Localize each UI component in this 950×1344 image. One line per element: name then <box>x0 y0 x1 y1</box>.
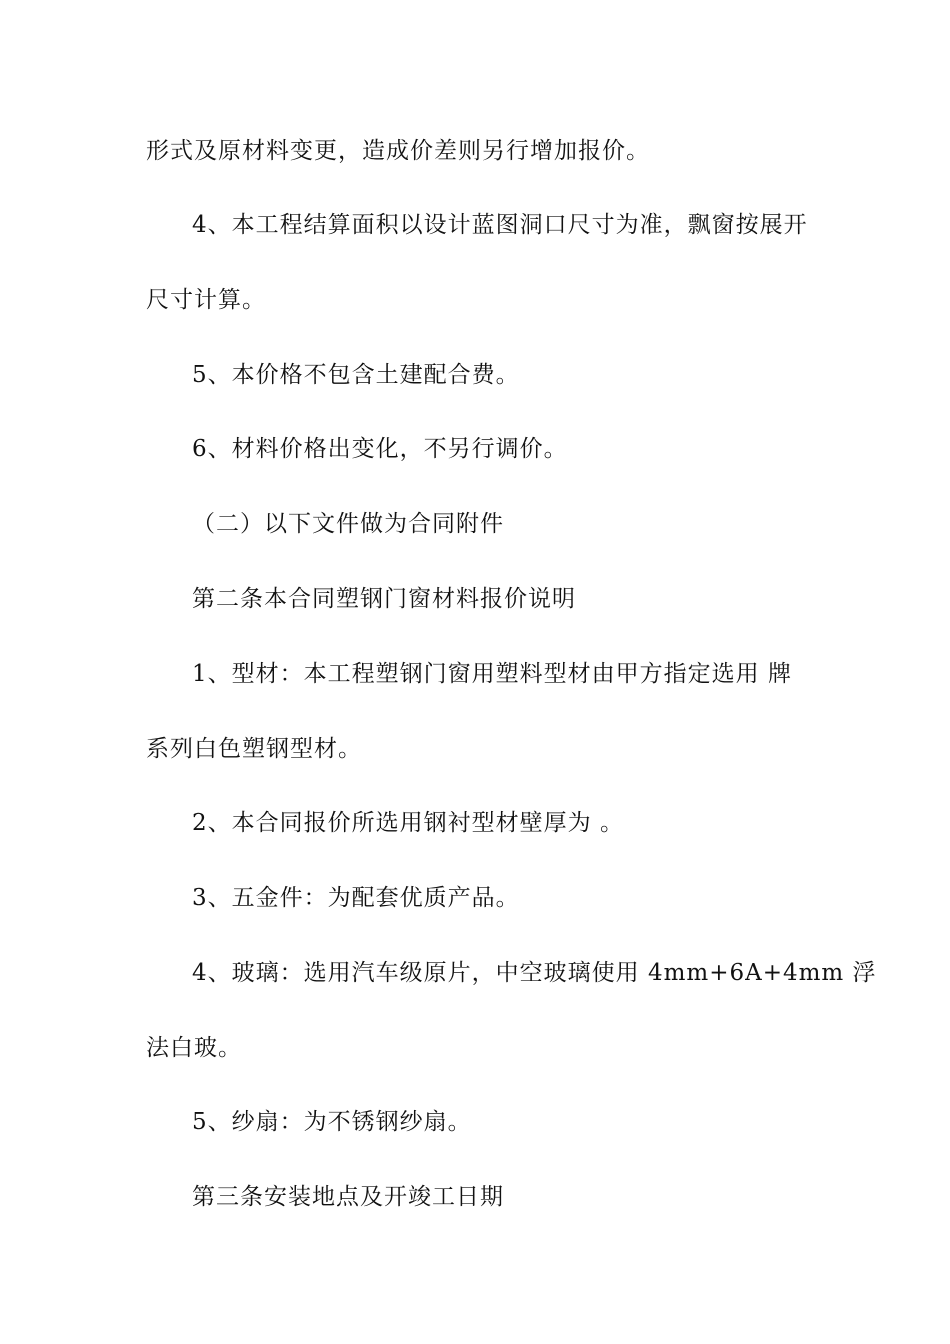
text-line-3: 尺寸计算。 <box>146 287 266 313</box>
article-heading-2: 第二条本合同塑钢门窗材料报价说明 <box>192 586 576 612</box>
text-line-2: 4、本工程结算面积以设计蓝图洞口尺寸为准，飘窗按展开 <box>192 212 808 238</box>
text-line-13: 法白玻。 <box>146 1035 242 1061</box>
text-line-5: 6、材料价格出变化，不另行调价。 <box>192 436 568 462</box>
text-line-8: 1、型材：本工程塑钢门窗用塑料型材由甲方指定选用 牌 <box>192 661 792 687</box>
text-line-12: 4、玻璃：选用汽车级原片，中空玻璃使用 4mm+6A+4mm 浮 <box>192 960 877 986</box>
text-line-1: 形式及原材料变更，造成价差则另行增加报价。 <box>146 138 650 164</box>
article-heading-3: 第三条安装地点及开竣工日期 <box>192 1184 504 1210</box>
text-line-14: 5、纱扇：为不锈钢纱扇。 <box>192 1109 472 1135</box>
text-line-9: 系列白色塑钢型材。 <box>146 736 362 762</box>
text-line-11: 3、五金件：为配套优质产品。 <box>192 885 520 911</box>
text-line-4: 5、本价格不包含土建配合费。 <box>192 362 520 388</box>
section-heading-attachments: （二）以下文件做为合同附件 <box>192 511 504 537</box>
text-line-10: 2、本合同报价所选用钢衬型材壁厚为 。 <box>192 810 624 836</box>
